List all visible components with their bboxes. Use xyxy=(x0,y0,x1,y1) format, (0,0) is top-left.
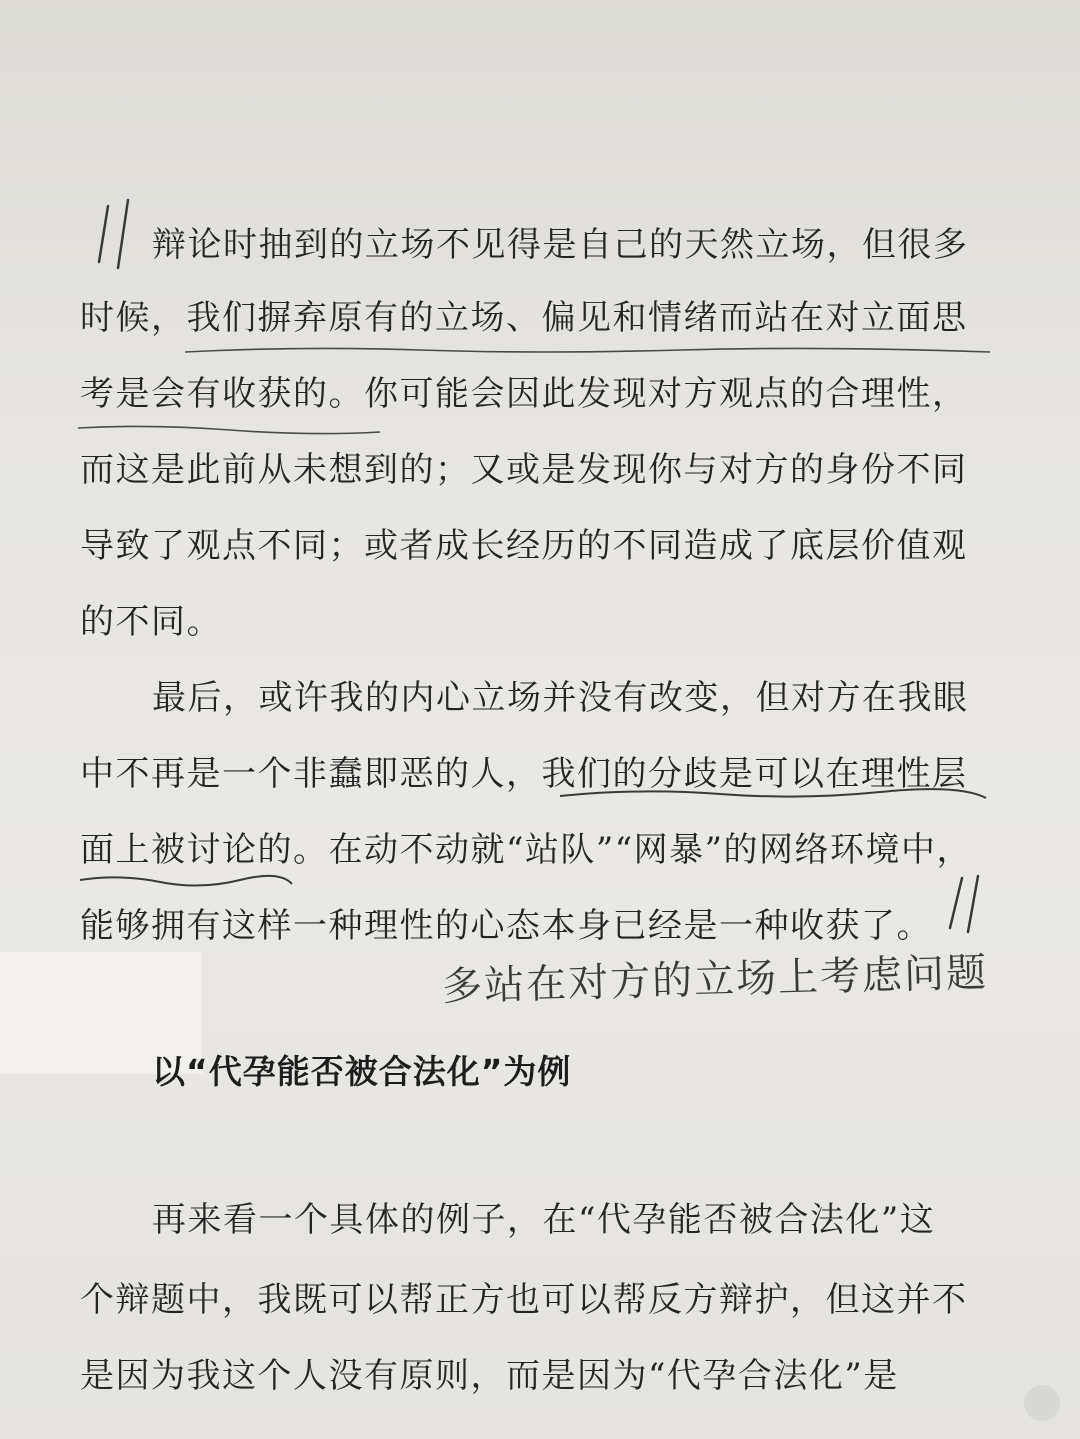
paragraph-1-line-5: 导致了观点不同；或者成长经历的不同造成了底层价值观 xyxy=(80,526,968,566)
paragraph-1-line-4: 而这是此前从未想到的；又或是发现你与对方的身份不同 xyxy=(80,450,968,490)
watermark-icon xyxy=(1024,1385,1060,1421)
paragraph-2-line-3: 面上被讨论的。在动不动就“站队”“网暴”的网络环境中， xyxy=(80,830,973,870)
underline-wave-2 xyxy=(78,426,380,433)
paragraph-1-line-6: 的不同。 xyxy=(80,602,222,642)
paragraph-1-line-3: 考是会有收获的。你可能会因此发现对方观点的合理性， xyxy=(80,374,968,414)
underline-wave-4 xyxy=(80,876,292,886)
paragraph-start-mark xyxy=(99,200,128,268)
paragraph-3-line-2: 个辩题中，我既可以帮正方也可以帮反方辩护，但这并不 xyxy=(80,1280,968,1320)
underline-wave-1 xyxy=(185,348,990,352)
paragraph-2-line-1: 最后，或许我的内心立场并没有改变，但对方在我眼 xyxy=(152,678,969,718)
paragraph-2-line-2: 中不再是一个非蠢即恶的人，我们的分歧是可以在理性层 xyxy=(80,754,968,794)
paragraph-2-line-4: 能够拥有这样一种理性的心态本身已经是一种收获了。 xyxy=(80,906,932,946)
paragraph-3-line-1: 再来看一个具体的例子，在“代孕能否被合法化”这 xyxy=(152,1200,936,1240)
paragraph-1-line-1: 辩论时抽到的立场不见得是自己的天然立场，但很多 xyxy=(152,225,969,265)
paragraph-3-line-3: 是因为我这个人没有原则，而是因为“代孕合法化”是 xyxy=(80,1356,899,1396)
handwritten-note: 多站在对方的立场上考虑问题 xyxy=(441,949,989,1011)
paragraph-1-line-2: 时候，我们摒弃原有的立场、偏见和情绪而站在对立面思 xyxy=(80,298,968,338)
section-heading: 以“代孕能否被合法化”为例 xyxy=(152,1052,572,1091)
